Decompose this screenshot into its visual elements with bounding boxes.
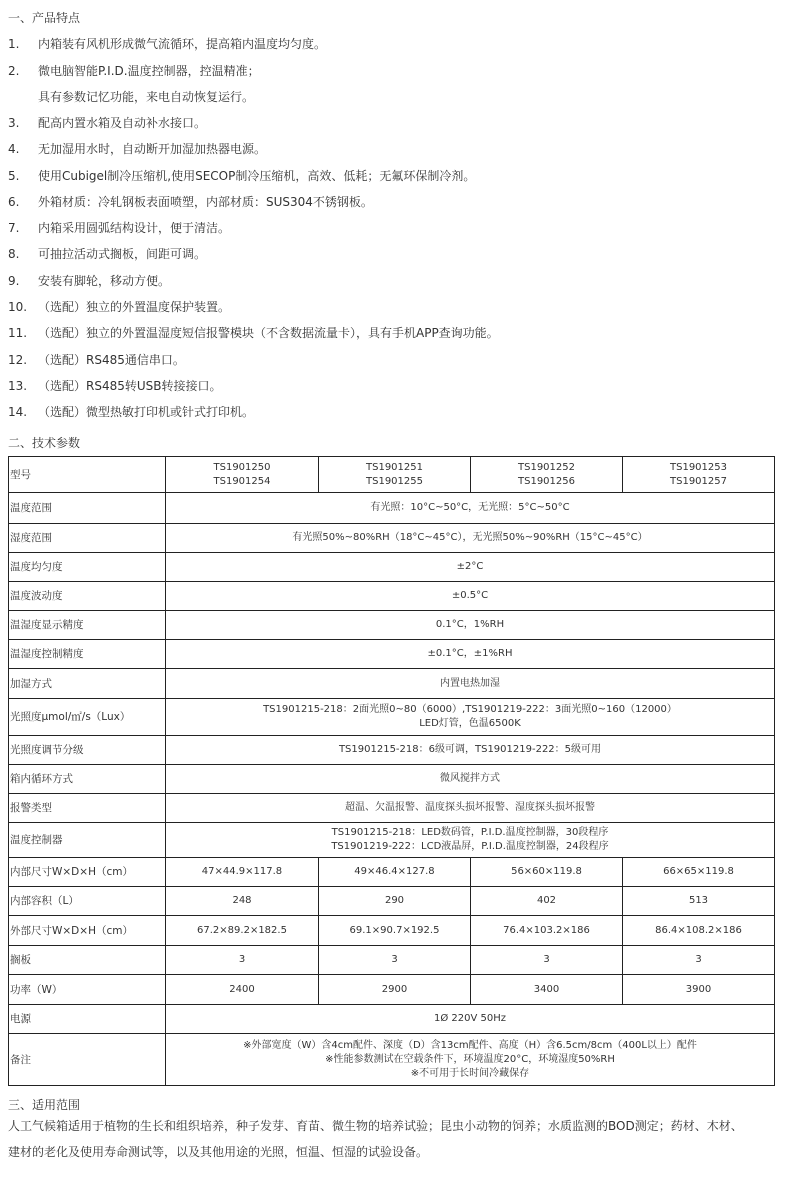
spec-cell-line: TS1901251 xyxy=(366,461,423,473)
spec-value-line: TS1901219-222：LCD液晶屏，P.I.D.温度控制器，24段程序 xyxy=(331,841,609,852)
feature-text: （选配）独立的外置温湿度短信报警模块（不含数据流量卡），具有手机APP查询功能。 xyxy=(38,326,499,340)
spec-row xyxy=(9,699,775,736)
scope-line-2: 建材的老化及使用寿命测试等，以及其他用途的光照，恒温、恒湿的试验设备。 xyxy=(8,1145,429,1159)
spec-label: 电源 xyxy=(9,1005,166,1034)
spec-cell xyxy=(319,946,471,975)
spec-label: 光照度μmol/㎡/s（Lux） xyxy=(9,699,166,736)
spec-value-line: 有光照50%~80%RH（18°C~45°C），无光照50%~90%RH（15°C~45°C） xyxy=(292,532,648,543)
spec-cell-line: 248 xyxy=(232,895,252,906)
spec-value xyxy=(166,669,775,699)
spec-value-line: 1Ø 220V 50Hz xyxy=(433,1013,506,1024)
spec-cell-line: 69.1×90.7×192.5 xyxy=(349,924,440,936)
spec-row xyxy=(9,823,775,858)
spec-cell xyxy=(166,975,319,1005)
feature-number: 5. xyxy=(8,169,20,183)
spec-label: 湿度范围 xyxy=(9,524,166,553)
spec-row xyxy=(9,765,775,794)
spec-row xyxy=(9,946,775,975)
feature-text: （选配）RS485转USB转接接口。 xyxy=(38,379,222,393)
feature-number: 11. xyxy=(8,326,28,340)
spec-value-line: 微风搅拌方式 xyxy=(440,773,500,784)
spec-cell xyxy=(319,975,471,1005)
spec-cell-line: 2400 xyxy=(229,983,255,995)
spec-cell xyxy=(319,457,471,493)
spec-cell xyxy=(166,858,319,887)
spec-value xyxy=(166,524,775,553)
feature-number: 13. xyxy=(8,379,28,393)
spec-cell xyxy=(471,946,623,975)
spec-cell-line: 67.2×89.2×182.5 xyxy=(197,924,287,936)
spec-value-line: ※不可用于长时间冷藏保存 xyxy=(410,1067,530,1079)
feature-item xyxy=(8,404,254,420)
section-heading-scope: 三、适用范围 xyxy=(8,1098,81,1112)
spec-cell xyxy=(623,946,775,975)
spec-cell-line: 49×46.4×127.8 xyxy=(354,866,435,877)
spec-row xyxy=(9,669,775,699)
spec-value xyxy=(166,553,775,582)
spec-cell xyxy=(623,457,775,493)
spec-value xyxy=(166,640,775,669)
spec-row xyxy=(9,794,775,823)
spec-cell xyxy=(623,916,775,946)
spec-value xyxy=(166,1034,775,1086)
spec-label: 型号 xyxy=(9,457,166,493)
spec-row xyxy=(9,887,775,916)
spec-cell-line: 76.4×103.2×186 xyxy=(503,924,590,936)
spec-value-line: 有光照：10°C~50°C，无光照：5°C~50°C xyxy=(370,502,570,513)
section-heading-features: 一、产品特点 xyxy=(8,11,81,25)
spec-label: 搁板 xyxy=(9,946,166,975)
spec-value-line: ±2°C xyxy=(456,561,484,572)
spec-cell xyxy=(623,975,775,1005)
section-heading-specs: 二、技术参数 xyxy=(8,436,81,450)
spec-label: 温湿度控制精度 xyxy=(9,640,166,669)
spec-value xyxy=(166,823,775,858)
spec-value xyxy=(166,699,775,736)
spec-value xyxy=(166,1005,775,1034)
spec-label: 内部容积（L） xyxy=(9,887,166,916)
feature-text: 微电脑智能P.I.D.温度控制器，控温精准； xyxy=(38,64,260,78)
spec-row xyxy=(9,524,775,553)
spec-row xyxy=(9,553,775,582)
feature-number: 9. xyxy=(8,274,20,288)
spec-cell-line: 402 xyxy=(536,895,557,906)
spec-cell-line: 290 xyxy=(384,895,405,906)
spec-row xyxy=(9,1034,775,1086)
spec-row xyxy=(9,493,775,524)
spec-row xyxy=(9,1005,775,1034)
spec-row xyxy=(9,858,775,887)
spec-label: 温度控制器 xyxy=(9,823,166,858)
spec-value-line: TS1901215-218：6级可调，TS1901219-222：5级可用 xyxy=(338,744,602,755)
feature-item xyxy=(38,89,254,105)
spec-value-line: ※外部宽度（W）含4cm配件、深度（D）含13cm配件、高度（H）含6.5cm/8cm（400L以上）配件 xyxy=(243,1039,697,1051)
spec-cell-line: TS1901252 xyxy=(518,461,575,473)
feature-text: 使用Cubigel制冷压缩机,使用SECOP制冷压缩机，高效、低耗；无氟环保制冷剂。 xyxy=(38,169,476,183)
spec-value xyxy=(166,765,775,794)
feature-text: （选配）RS485通信串口。 xyxy=(38,353,185,367)
spec-cell xyxy=(471,975,623,1005)
feature-item xyxy=(8,115,206,131)
scope-line-1: 人工气候箱适用于植物的生长和组织培养，种子发芽、育苗、微生物的培养试验；昆虫小动物的饲养；水质监测的BOD测定；药材、木材、 xyxy=(8,1119,743,1133)
spec-cell-line: 3900 xyxy=(685,983,712,995)
feature-number: 7. xyxy=(8,221,20,235)
spec-cell-line: 513 xyxy=(688,895,709,906)
spec-cell-line: TS1901253 xyxy=(670,461,727,473)
spec-label: 功率（W） xyxy=(9,975,166,1005)
spec-label: 箱内循环方式 xyxy=(9,765,166,794)
spec-cell xyxy=(471,457,623,493)
spec-row xyxy=(9,736,775,765)
feature-text: 安装有脚轮，移动方便。 xyxy=(38,274,171,288)
spec-cell-line: 56×60×119.8 xyxy=(511,866,582,877)
feature-item xyxy=(8,246,206,262)
spec-cell xyxy=(623,887,775,916)
spec-value xyxy=(166,582,775,611)
spec-cell xyxy=(166,457,319,493)
spec-cell-line: 86.4×108.2×186 xyxy=(655,924,742,936)
feature-number: 14. xyxy=(8,405,28,419)
spec-value-line: TS1901215-218：LED数码管，P.I.D.温度控制器，30段程序 xyxy=(331,827,609,838)
spec-cell-line: 2900 xyxy=(381,983,408,995)
feature-item xyxy=(8,378,222,394)
feature-number: 3. xyxy=(8,116,20,130)
feature-item xyxy=(8,141,266,157)
feature-number: 4. xyxy=(8,142,20,156)
spec-value xyxy=(166,493,775,524)
spec-value-line: ±0.1°C，±1%RH xyxy=(427,648,513,659)
feature-item xyxy=(8,36,326,52)
spec-cell-line: 47×44.9×117.8 xyxy=(201,866,283,877)
spec-value-line: 内置电热加湿 xyxy=(440,677,500,689)
spec-cell xyxy=(623,858,775,887)
spec-label: 内部尺寸W×D×H（cm） xyxy=(9,858,166,887)
spec-value-line: 0.1°C，1%RH xyxy=(435,619,505,630)
feature-item xyxy=(8,63,260,79)
spec-value-line: LED灯管，色温6500K xyxy=(419,718,521,729)
feature-text: 配高内置水箱及自动补水接口。 xyxy=(38,116,207,130)
spec-label: 外部尺寸W×D×H（cm） xyxy=(9,916,166,946)
spec-row xyxy=(9,457,775,493)
spec-cell xyxy=(319,916,471,946)
feature-number: 2. xyxy=(8,64,20,78)
spec-cell xyxy=(471,916,623,946)
feature-item xyxy=(8,273,170,289)
spec-cell xyxy=(319,887,471,916)
spec-table xyxy=(8,456,775,1086)
spec-row xyxy=(9,916,775,946)
feature-number: 8. xyxy=(8,247,20,261)
spec-value xyxy=(166,611,775,640)
spec-label: 温湿度显示精度 xyxy=(9,611,166,640)
spec-cell-line: 66×65×119.8 xyxy=(663,866,734,877)
spec-label: 温度范围 xyxy=(9,493,166,524)
feature-text: （选配）微型热敏打印机或针式打印机。 xyxy=(38,405,255,419)
spec-cell xyxy=(166,916,319,946)
spec-cell-line: 3400 xyxy=(533,983,560,995)
spec-value-line: ±0.5°C xyxy=(451,590,489,601)
feature-text: 无加湿用水时，自动断开加湿加热器电源。 xyxy=(38,142,267,156)
spec-label: 报警类型 xyxy=(9,794,166,823)
spec-cell-line: TS1901255 xyxy=(366,475,423,487)
spec-value xyxy=(166,736,775,765)
spec-cell-line: TS1901257 xyxy=(670,475,727,487)
spec-cell-line: 3 xyxy=(238,954,246,965)
spec-cell xyxy=(471,858,623,887)
feature-item xyxy=(8,325,499,341)
feature-text: （选配）独立的外置温度保护装置。 xyxy=(38,300,231,314)
spec-label: 温度波动度 xyxy=(9,582,166,611)
feature-text: 可抽拉活动式搁板，间距可调。 xyxy=(38,247,207,261)
spec-cell-line: 3 xyxy=(695,954,702,965)
feature-item xyxy=(8,352,185,368)
feature-number: 6. xyxy=(8,195,20,209)
spec-cell-line: TS1901250 xyxy=(213,461,271,473)
feature-number: 1. xyxy=(8,37,20,51)
spec-value-line: ※性能参数测试在空载条件下，环境温度20°C，环境湿度50%RH xyxy=(325,1053,615,1065)
spec-label: 光照度调节分级 xyxy=(9,736,166,765)
spec-cell xyxy=(166,946,319,975)
spec-cell-line: TS1901254 xyxy=(213,475,271,487)
spec-cell-line: TS1901256 xyxy=(518,475,575,487)
spec-row xyxy=(9,611,775,640)
feature-item xyxy=(8,168,475,184)
spec-row xyxy=(9,582,775,611)
spec-cell xyxy=(166,887,319,916)
spec-row xyxy=(9,640,775,669)
spec-label: 温度均匀度 xyxy=(9,553,166,582)
spec-row xyxy=(9,975,775,1005)
feature-text: 内箱采用圆弧结构设计，便于清洁。 xyxy=(38,221,231,235)
feature-number: 12. xyxy=(8,353,28,367)
feature-text: 外箱材质：冷轧钢板表面喷塑，内部材质：SUS304不锈钢板。 xyxy=(38,195,373,209)
spec-cell xyxy=(471,887,623,916)
feature-item xyxy=(8,299,230,315)
spec-value xyxy=(166,794,775,823)
spec-cell-line: 3 xyxy=(391,954,398,965)
spec-value-line: 超温、欠温报警、温度探头损坏报警、湿度探头损坏报警 xyxy=(345,802,595,813)
spec-label: 加湿方式 xyxy=(9,669,166,699)
feature-item xyxy=(8,194,373,210)
feature-text: 内箱装有风机形成微气流循环，提高箱内温度均匀度。 xyxy=(38,37,327,51)
spec-cell xyxy=(319,858,471,887)
feature-item xyxy=(8,220,230,236)
spec-cell-line: 3 xyxy=(543,954,550,965)
feature-text: 具有参数记忆功能，来电自动恢复运行。 xyxy=(38,90,255,104)
spec-value-line: TS1901215-218：2面光照0~80（6000）,TS1901219-222：3面光照0~160（12000） xyxy=(263,704,677,715)
spec-label: 备注 xyxy=(9,1034,166,1086)
feature-number: 10. xyxy=(8,300,28,314)
